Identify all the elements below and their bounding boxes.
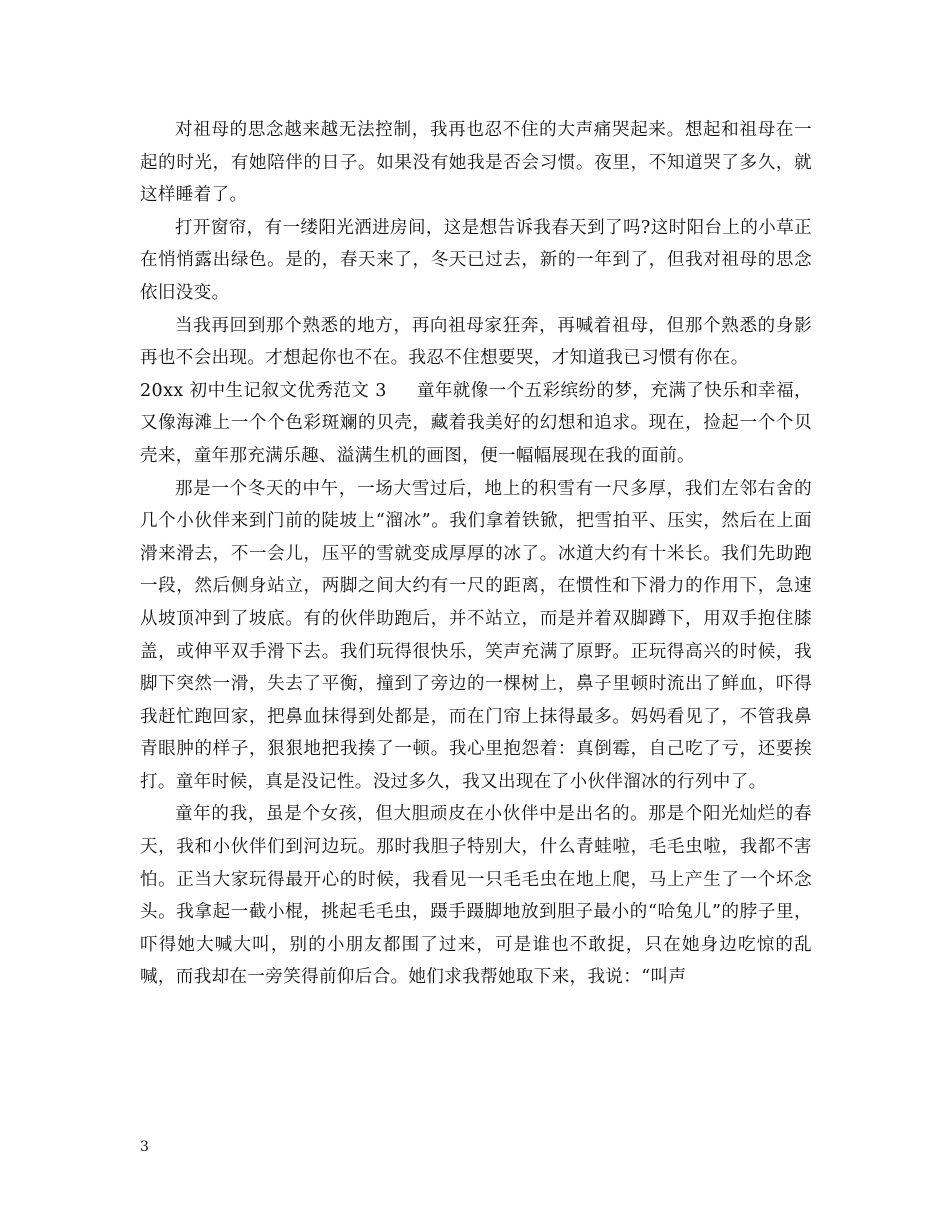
page-number: 3 <box>140 1139 149 1155</box>
paragraph-5: 童年的我，虽是个女孩，但大胆顽皮在小伙伴中是出名的。那是个阳光灿烂的春天，我和小伙伴们到河边玩。那时我胆子特别大，什么青蛙啦，毛毛虫啦，我都不害怕。正当大家玩得最开心的时候，我看见一只毛毛虫在地上爬，马上产生了一个坏念头。我拿起一截小棍，挑起毛毛虫，蹑手蹑脚地放到胆子最小的“哈兔儿”的脖子里，吓得她大喊大叫，别的小朋友都围了过来，可是谁也不敢捉，只在她身边吃惊的乱喊，而我却在一旁笑得前仰后合。她们求我帮她取下来，我说：“叫声 <box>140 804 812 988</box>
paragraph-2: 打开窗帘，有一缕阳光洒进房间，这是想告诉我春天到了吗?这时阳台上的小草正在悄悄露出绿色。是的，春天来了，冬天已过去，新的一年到了，但我对祖母的思念依旧没变。 <box>140 217 812 303</box>
document-body <box>140 114 812 994</box>
paragraph-4: 那是一个冬天的中午，一场大雪过后，地上的积雪有一尺多厚，我们左邻右舍的几个小伙伴来到门前的陡坡上“溜冰”。我们拿着铁锨，把雪拍平、压实，然后在上面滑来滑去，不一会儿，压平的雪就变成厚厚的冰了。冰道大约有十米长。我们先助跑一段，然后侧身站立，两脚之间大约有一尺的距离，在惯性和下滑力的作用下，急速从坡顶冲到了坡底。有的伙伴助跑后，并不站立，而是并着双脚蹲下，用双手抱住膝盖，或伸平双手滑下去。我们玩得很快乐，笑声充满了原野。正玩得高兴的时候，我脚下突然一滑，失去了平衡，撞到了旁边的一棵树上，鼻子里顿时流出了鲜血，吓得我赶忙跑回家，把鼻血抹得到处都是，而在门帘上抹得最多。妈妈看见了，不管我鼻青眼肿的样子，狠狠地把我揍了一顿。我心里抱怨着：真倒霉，自己吃了亏，还要挨打。童年时候，真是没记性。没过多久，我又出现在了小伙伴溜冰的行列中了。 <box>140 478 812 792</box>
paragraph-3: 当我再回到那个熟悉的地方，再向祖母家狂奔，再喊着祖母，但那个熟悉的身影再也不会出现。才想起你也不在。我忍不住想要哭，才知道我已习惯有你在。 <box>140 315 812 369</box>
section-intro: 童年就像一个五彩缤纷的梦，充满了快乐和幸福，又像海滩上一个个色彩斑斓的贝壳，藏着我美好的幻想和追求。现在，捡起一个个贝壳来，童年那充满乐趣、溢满生机的画图，便一幅幅展现在我的面前。 <box>140 380 812 466</box>
paragraph-1: 对祖母的思念越来越无法控制，我再也忍不住的大声痛哭起来。想起和祖母在一起的时光，有她陪伴的日子。如果没有她我是否会习惯。夜里，不知道哭了多久，就这样睡着了。 <box>140 120 812 206</box>
section-heading: 20xx 初中生记叙文优秀范文 3 <box>140 380 387 401</box>
section-paragraph <box>140 375 812 473</box>
